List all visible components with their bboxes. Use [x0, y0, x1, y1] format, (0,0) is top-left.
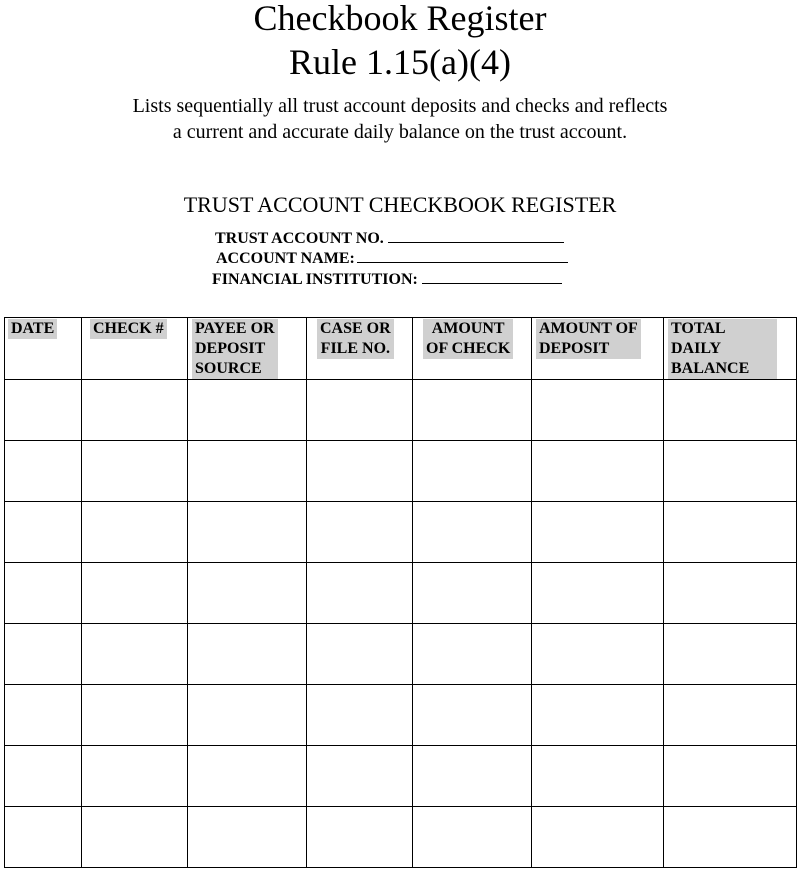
column-header-label: CHECK #: [90, 319, 167, 339]
cell-amount-check[interactable]: [413, 441, 532, 502]
table-row: [5, 441, 797, 502]
cell-total-balance[interactable]: [664, 746, 797, 807]
column-header-label: AMOUNT OF CHECK: [423, 319, 513, 359]
cell-payee[interactable]: [188, 441, 307, 502]
cell-case-file[interactable]: [307, 563, 413, 624]
cell-date[interactable]: [5, 502, 82, 563]
column-header-label: CASE OR FILE NO.: [317, 319, 394, 359]
column-header-amount-deposit: [532, 318, 664, 380]
cell-payee[interactable]: [188, 685, 307, 746]
table-row: [5, 685, 797, 746]
cell-date[interactable]: [5, 563, 82, 624]
description-line-2: a current and accurate daily balance on the trust account.: [172, 121, 628, 143]
financial-institution-blank[interactable]: [422, 269, 562, 284]
cell-payee[interactable]: [188, 624, 307, 685]
table-header-row: [5, 318, 797, 380]
account-name-blank[interactable]: [357, 248, 568, 263]
account-name-label: ACCOUNT NAME:: [216, 250, 355, 267]
description-line-1: Lists sequentially all trust account deposits and checks and reflects: [132, 95, 668, 117]
cell-amount-check[interactable]: [413, 624, 532, 685]
cell-date[interactable]: [5, 624, 82, 685]
register-body: [5, 380, 797, 868]
column-header-case-file: [307, 318, 413, 380]
cell-amount-check[interactable]: [413, 380, 532, 441]
register-heading: TRUST ACCOUNT CHECKBOOK REGISTER: [183, 192, 617, 217]
cell-total-balance[interactable]: [664, 807, 797, 868]
page-title: Checkbook Register: [253, 0, 547, 38]
cell-amount-check[interactable]: [413, 502, 532, 563]
cell-check-number[interactable]: [82, 380, 188, 441]
column-header-total-balance: [664, 318, 797, 380]
cell-payee[interactable]: [188, 563, 307, 624]
table-row: [5, 624, 797, 685]
cell-check-number[interactable]: [82, 563, 188, 624]
cell-total-balance[interactable]: [664, 502, 797, 563]
cell-amount-deposit[interactable]: [532, 563, 664, 624]
cell-date[interactable]: [5, 380, 82, 441]
cell-case-file[interactable]: [307, 502, 413, 563]
cell-amount-deposit[interactable]: [532, 807, 664, 868]
column-header-date: [5, 318, 82, 380]
column-header-amount-check: [413, 318, 532, 380]
cell-date[interactable]: [5, 807, 82, 868]
cell-amount-deposit[interactable]: [532, 441, 664, 502]
column-header-label: DATE: [8, 319, 57, 339]
cell-total-balance[interactable]: [664, 685, 797, 746]
trust-account-no-field: [215, 228, 564, 249]
cell-case-file[interactable]: [307, 685, 413, 746]
cell-check-number[interactable]: [82, 807, 188, 868]
column-header-label: PAYEE OR DEPOSIT SOURCE: [192, 319, 278, 379]
cell-check-number[interactable]: [82, 441, 188, 502]
cell-check-number[interactable]: [82, 624, 188, 685]
cell-date[interactable]: [5, 441, 82, 502]
cell-case-file[interactable]: [307, 441, 413, 502]
checkbook-register-table: [4, 317, 797, 868]
account-name-field: [216, 248, 568, 269]
cell-amount-deposit[interactable]: [532, 502, 664, 563]
cell-amount-deposit[interactable]: [532, 746, 664, 807]
cell-date[interactable]: [5, 746, 82, 807]
column-header-label: AMOUNT OF DEPOSIT: [536, 319, 641, 359]
page-subtitle-rule: Rule 1.15(a)(4): [289, 42, 511, 82]
cell-amount-deposit[interactable]: [532, 380, 664, 441]
financial-institution-label: FINANCIAL INSTITUTION:: [212, 271, 418, 288]
cell-case-file[interactable]: [307, 807, 413, 868]
cell-payee[interactable]: [188, 502, 307, 563]
cell-total-balance[interactable]: [664, 563, 797, 624]
cell-amount-deposit[interactable]: [532, 685, 664, 746]
cell-payee[interactable]: [188, 746, 307, 807]
cell-case-file[interactable]: [307, 624, 413, 685]
column-header-label: TOTAL DAILY BALANCE: [668, 319, 777, 379]
cell-amount-check[interactable]: [413, 563, 532, 624]
table-row: [5, 380, 797, 441]
table-row: [5, 563, 797, 624]
cell-check-number[interactable]: [82, 685, 188, 746]
cell-check-number[interactable]: [82, 746, 188, 807]
cell-total-balance[interactable]: [664, 441, 797, 502]
cell-amount-check[interactable]: [413, 685, 532, 746]
table-row: [5, 746, 797, 807]
cell-date[interactable]: [5, 685, 82, 746]
cell-amount-check[interactable]: [413, 807, 532, 868]
trust-account-no-blank[interactable]: [388, 228, 564, 243]
cell-payee[interactable]: [188, 807, 307, 868]
cell-total-balance[interactable]: [664, 624, 797, 685]
cell-case-file[interactable]: [307, 746, 413, 807]
cell-total-balance[interactable]: [664, 380, 797, 441]
table-row: [5, 807, 797, 868]
cell-amount-deposit[interactable]: [532, 624, 664, 685]
cell-case-file[interactable]: [307, 380, 413, 441]
trust-account-no-label: TRUST ACCOUNT NO.: [215, 230, 384, 247]
cell-payee[interactable]: [188, 380, 307, 441]
column-header-check-number: [82, 318, 188, 380]
table-row: [5, 502, 797, 563]
cell-check-number[interactable]: [82, 502, 188, 563]
financial-institution-field: [212, 269, 562, 290]
cell-amount-check[interactable]: [413, 746, 532, 807]
column-header-payee: [188, 318, 307, 380]
